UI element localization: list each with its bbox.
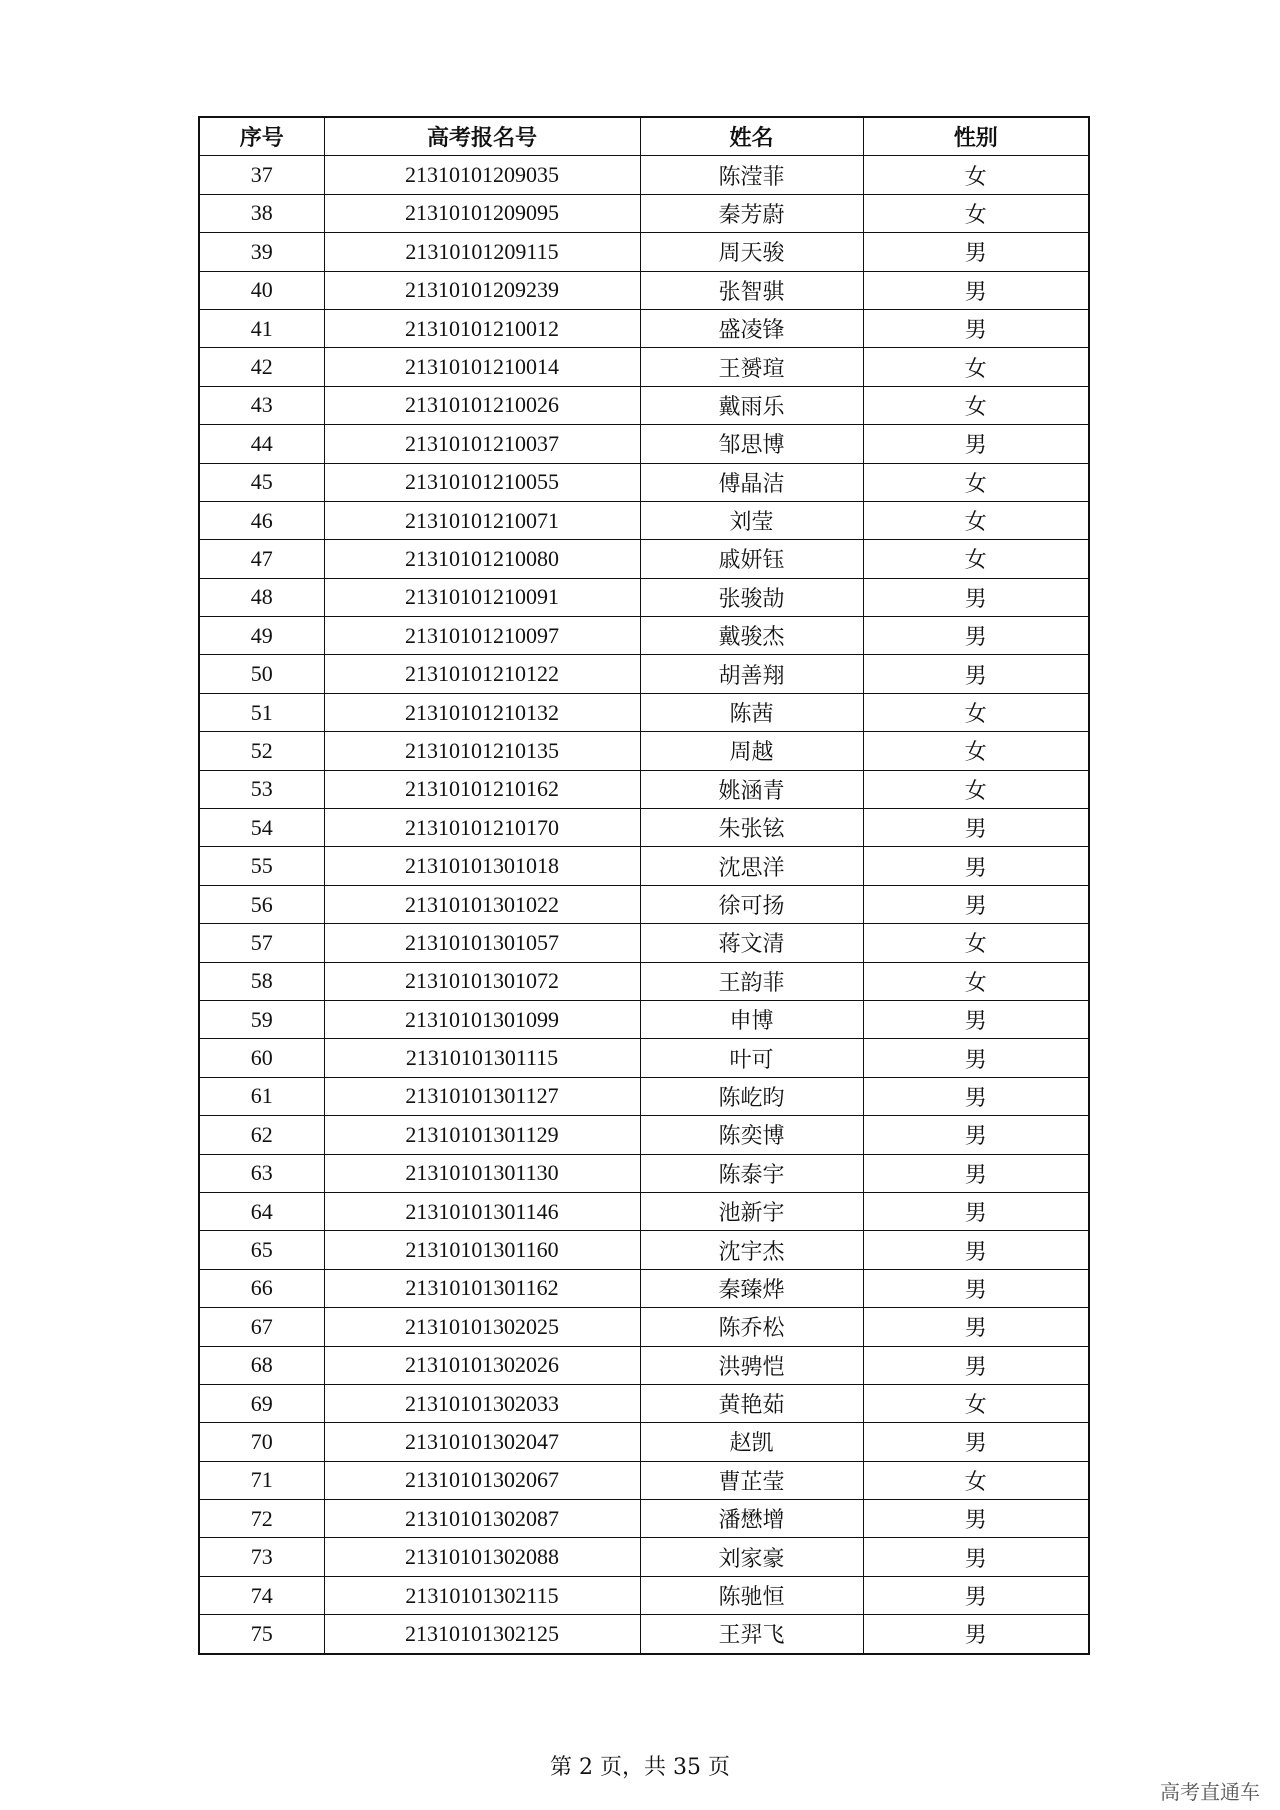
cell-name: 戴雨乐: [640, 386, 863, 424]
cell-name: 张智骐: [640, 271, 863, 309]
cell-name: 沈宇杰: [640, 1231, 863, 1269]
cell-name: 黄艳茹: [640, 1384, 863, 1422]
table-row: [199, 655, 1089, 693]
cell-registration-number: 21310101209095: [324, 194, 640, 232]
cell-index: 60: [199, 1039, 324, 1077]
cell-index: 66: [199, 1269, 324, 1307]
cell-gender: 女: [863, 1461, 1089, 1499]
cell-gender: 女: [863, 540, 1089, 578]
cell-name: 秦芳蔚: [640, 194, 863, 232]
table-row: [199, 1346, 1089, 1384]
cell-registration-number: 21310101210014: [324, 348, 640, 386]
cell-registration-number: 21310101301160: [324, 1231, 640, 1269]
cell-registration-number: 21310101302026: [324, 1346, 640, 1384]
cell-registration-number: 21310101302115: [324, 1576, 640, 1614]
cell-gender: 女: [863, 693, 1089, 731]
cell-index: 54: [199, 809, 324, 847]
cell-gender: 男: [863, 1423, 1089, 1461]
cell-index: 70: [199, 1423, 324, 1461]
cell-gender: 男: [863, 1346, 1089, 1384]
cell-gender: 男: [863, 655, 1089, 693]
cell-index: 55: [199, 847, 324, 885]
cell-name: 洪骋恺: [640, 1346, 863, 1384]
table-row: [199, 156, 1089, 194]
cell-gender: 男: [863, 809, 1089, 847]
table-row: [199, 194, 1089, 232]
cell-registration-number: 21310101210037: [324, 425, 640, 463]
cell-registration-number: 21310101210132: [324, 693, 640, 731]
cell-name: 潘懋增: [640, 1500, 863, 1538]
cell-name: 刘莹: [640, 501, 863, 539]
table-row: [199, 463, 1089, 501]
cell-registration-number: 21310101210097: [324, 617, 640, 655]
cell-index: 50: [199, 655, 324, 693]
cell-registration-number: 21310101302047: [324, 1423, 640, 1461]
cell-index: 65: [199, 1231, 324, 1269]
header-gender: 性别: [863, 117, 1089, 156]
cell-gender: 男: [863, 1116, 1089, 1154]
cell-gender: 男: [863, 233, 1089, 271]
cell-registration-number: 21310101209035: [324, 156, 640, 194]
header-name: 姓名: [640, 117, 863, 156]
cell-name: 张骏劼: [640, 578, 863, 616]
cell-registration-number: 21310101209115: [324, 233, 640, 271]
cell-gender: 男: [863, 1576, 1089, 1614]
cell-index: 72: [199, 1500, 324, 1538]
cell-index: 61: [199, 1077, 324, 1115]
cell-registration-number: 21310101302067: [324, 1461, 640, 1499]
cell-gender: 男: [863, 847, 1089, 885]
cell-name: 陈驰恒: [640, 1576, 863, 1614]
cell-gender: 男: [863, 1192, 1089, 1230]
cell-name: 邹思博: [640, 425, 863, 463]
cell-index: 42: [199, 348, 324, 386]
cell-registration-number: 21310101209239: [324, 271, 640, 309]
cell-registration-number: 21310101301099: [324, 1000, 640, 1038]
cell-index: 75: [199, 1615, 324, 1654]
cell-name: 周越: [640, 732, 863, 770]
cell-name: 刘家豪: [640, 1538, 863, 1576]
table-header-row: [199, 117, 1089, 156]
cell-name: 陈茜: [640, 693, 863, 731]
table-row: [199, 885, 1089, 923]
table-row: [199, 386, 1089, 424]
cell-index: 47: [199, 540, 324, 578]
cell-gender: 女: [863, 732, 1089, 770]
cell-registration-number: 21310101210071: [324, 501, 640, 539]
cell-index: 49: [199, 617, 324, 655]
table-row: [199, 1231, 1089, 1269]
cell-registration-number: 21310101210055: [324, 463, 640, 501]
cell-registration-number: 21310101301146: [324, 1192, 640, 1230]
cell-registration-number: 21310101210091: [324, 578, 640, 616]
cell-gender: 男: [863, 1039, 1089, 1077]
cell-registration-number: 21310101302125: [324, 1615, 640, 1654]
table-row: [199, 847, 1089, 885]
table-row: [199, 501, 1089, 539]
cell-gender: 男: [863, 309, 1089, 347]
cell-registration-number: 21310101302033: [324, 1384, 640, 1422]
cell-name: 朱张铉: [640, 809, 863, 847]
cell-name: 姚涵青: [640, 770, 863, 808]
table-row: [199, 617, 1089, 655]
cell-gender: 男: [863, 1231, 1089, 1269]
cell-index: 69: [199, 1384, 324, 1422]
table-row: [199, 540, 1089, 578]
cell-name: 池新宇: [640, 1192, 863, 1230]
cell-name: 盛凌锋: [640, 309, 863, 347]
table-row: [199, 693, 1089, 731]
table-row: [199, 1116, 1089, 1154]
table-row: [199, 309, 1089, 347]
watermark: 高考直通车: [1160, 1780, 1260, 1804]
cell-index: 58: [199, 962, 324, 1000]
cell-gender: 女: [863, 924, 1089, 962]
cell-gender: 男: [863, 1308, 1089, 1346]
table-row: [199, 578, 1089, 616]
cell-name: 沈思洋: [640, 847, 863, 885]
cell-registration-number: 21310101210122: [324, 655, 640, 693]
cell-gender: 男: [863, 885, 1089, 923]
cell-index: 43: [199, 386, 324, 424]
cell-index: 37: [199, 156, 324, 194]
cell-name: 蒋文清: [640, 924, 863, 962]
table-row: [199, 1423, 1089, 1461]
cell-gender: 女: [863, 770, 1089, 808]
cell-gender: 男: [863, 1500, 1089, 1538]
cell-name: 陈屹昀: [640, 1077, 863, 1115]
cell-registration-number: 21310101301127: [324, 1077, 640, 1115]
cell-name: 周天骏: [640, 233, 863, 271]
cell-gender: 女: [863, 463, 1089, 501]
cell-name: 秦臻烨: [640, 1269, 863, 1307]
cell-name: 叶可: [640, 1039, 863, 1077]
cell-gender: 女: [863, 194, 1089, 232]
cell-index: 62: [199, 1116, 324, 1154]
cell-registration-number: 21310101210162: [324, 770, 640, 808]
table-body: [199, 156, 1089, 1654]
cell-gender: 男: [863, 617, 1089, 655]
cell-name: 陈滢菲: [640, 156, 863, 194]
cell-name: 王羿飞: [640, 1615, 863, 1654]
cell-gender: 女: [863, 501, 1089, 539]
cell-index: 74: [199, 1576, 324, 1614]
cell-index: 40: [199, 271, 324, 309]
cell-index: 38: [199, 194, 324, 232]
cell-index: 59: [199, 1000, 324, 1038]
cell-gender: 男: [863, 1538, 1089, 1576]
cell-index: 45: [199, 463, 324, 501]
cell-registration-number: 21310101302088: [324, 1538, 640, 1576]
cell-gender: 男: [863, 425, 1089, 463]
cell-registration-number: 21310101301022: [324, 885, 640, 923]
cell-registration-number: 21310101210026: [324, 386, 640, 424]
cell-gender: 男: [863, 1154, 1089, 1192]
cell-index: 51: [199, 693, 324, 731]
cell-name: 陈奕博: [640, 1116, 863, 1154]
table-row: [199, 1384, 1089, 1422]
cell-registration-number: 21310101210080: [324, 540, 640, 578]
table-row: [199, 809, 1089, 847]
cell-registration-number: 21310101210170: [324, 809, 640, 847]
header-registration-number: 高考报名号: [324, 117, 640, 156]
cell-name: 傅晶洁: [640, 463, 863, 501]
table-row: [199, 425, 1089, 463]
cell-registration-number: 21310101301130: [324, 1154, 640, 1192]
cell-gender: 男: [863, 578, 1089, 616]
cell-index: 48: [199, 578, 324, 616]
cell-name: 王赟瑄: [640, 348, 863, 386]
cell-registration-number: 21310101302025: [324, 1308, 640, 1346]
cell-index: 68: [199, 1346, 324, 1384]
cell-registration-number: 21310101301115: [324, 1039, 640, 1077]
cell-gender: 女: [863, 962, 1089, 1000]
table-row: [199, 732, 1089, 770]
page-number: 第 2 页，共 35 页: [550, 1755, 730, 1780]
table-row: [199, 1192, 1089, 1230]
table-row: [199, 233, 1089, 271]
cell-registration-number: 21310101301057: [324, 924, 640, 962]
cell-registration-number: 21310101301129: [324, 1116, 640, 1154]
cell-index: 46: [199, 501, 324, 539]
cell-gender: 女: [863, 386, 1089, 424]
cell-name: 胡善翔: [640, 655, 863, 693]
cell-index: 67: [199, 1308, 324, 1346]
cell-registration-number: 21310101210135: [324, 732, 640, 770]
cell-registration-number: 21310101301018: [324, 847, 640, 885]
table-row: [199, 1500, 1089, 1538]
table-row: [199, 1000, 1089, 1038]
cell-name: 戴骏杰: [640, 617, 863, 655]
table-row: [199, 1461, 1089, 1499]
cell-index: 53: [199, 770, 324, 808]
cell-gender: 男: [863, 1269, 1089, 1307]
cell-name: 申博: [640, 1000, 863, 1038]
table-row: [199, 1576, 1089, 1614]
cell-name: 陈乔松: [640, 1308, 863, 1346]
table-row: [199, 924, 1089, 962]
cell-gender: 男: [863, 1077, 1089, 1115]
cell-index: 56: [199, 885, 324, 923]
header-index: 序号: [199, 117, 324, 156]
cell-gender: 女: [863, 156, 1089, 194]
table-row: [199, 271, 1089, 309]
cell-index: 52: [199, 732, 324, 770]
cell-name: 赵凯: [640, 1423, 863, 1461]
table-row: [199, 1039, 1089, 1077]
cell-name: 王韵菲: [640, 962, 863, 1000]
cell-index: 39: [199, 233, 324, 271]
table-row: [199, 348, 1089, 386]
cell-index: 44: [199, 425, 324, 463]
cell-gender: 男: [863, 1615, 1089, 1654]
cell-registration-number: 21310101301162: [324, 1269, 640, 1307]
cell-index: 73: [199, 1538, 324, 1576]
cell-gender: 男: [863, 1000, 1089, 1038]
students-table: [198, 116, 1090, 1655]
cell-name: 徐可扬: [640, 885, 863, 923]
table-row: [199, 962, 1089, 1000]
cell-index: 71: [199, 1461, 324, 1499]
cell-registration-number: 21310101302087: [324, 1500, 640, 1538]
cell-index: 64: [199, 1192, 324, 1230]
table-row: [199, 1308, 1089, 1346]
cell-index: 57: [199, 924, 324, 962]
cell-registration-number: 21310101301072: [324, 962, 640, 1000]
table-row: [199, 1615, 1089, 1654]
cell-registration-number: 21310101210012: [324, 309, 640, 347]
table-row: [199, 770, 1089, 808]
table-row: [199, 1269, 1089, 1307]
cell-gender: 女: [863, 1384, 1089, 1422]
cell-index: 41: [199, 309, 324, 347]
cell-name: 曹芷莹: [640, 1461, 863, 1499]
table-row: [199, 1154, 1089, 1192]
table-row: [199, 1538, 1089, 1576]
cell-gender: 男: [863, 271, 1089, 309]
cell-name: 陈泰宇: [640, 1154, 863, 1192]
cell-index: 63: [199, 1154, 324, 1192]
cell-name: 戚妍钰: [640, 540, 863, 578]
cell-gender: 女: [863, 348, 1089, 386]
table-row: [199, 1077, 1089, 1115]
